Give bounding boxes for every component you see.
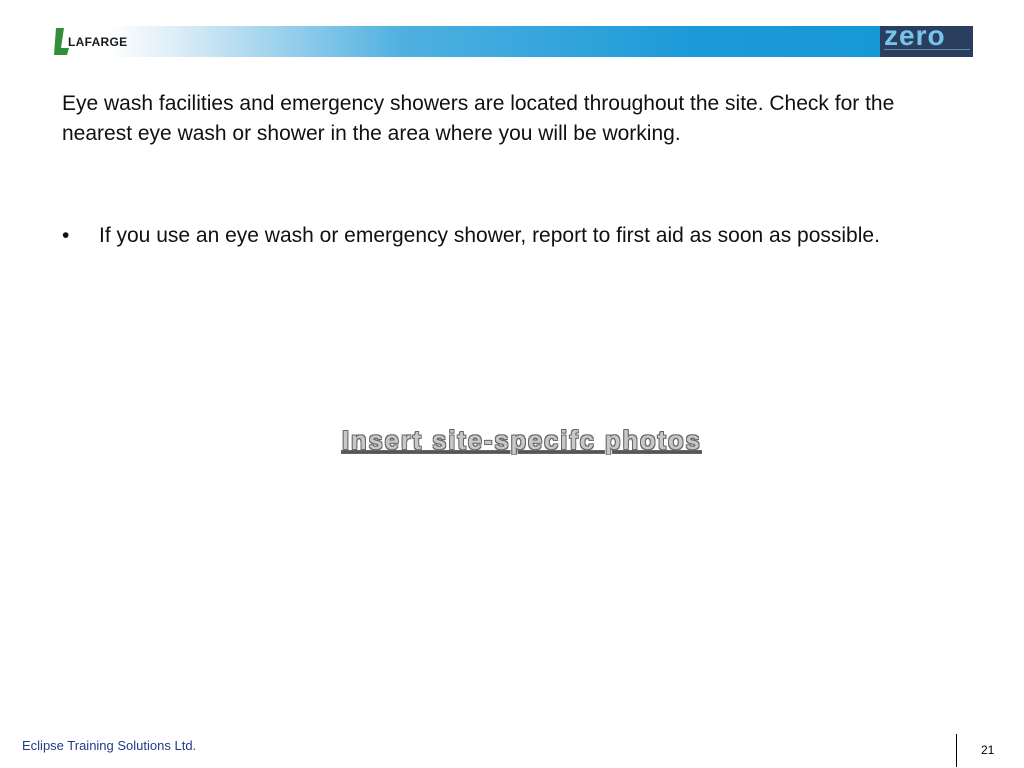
lafarge-logo xyxy=(53,26,163,57)
body-paragraph: Eye wash facilities and emergency showers are located throughout the site. Check for the nearest eye wash or shower in the area where you will be working. xyxy=(62,92,895,145)
footer-divider xyxy=(956,734,957,767)
footer-company: Eclipse Training Solutions Ltd. xyxy=(22,738,197,753)
zero-logo-text: zero xyxy=(884,26,946,51)
zero-logo xyxy=(880,26,973,57)
bullet-text: If you use an eye wash or emergency shower, report to first aid as soon as possible. xyxy=(99,224,880,247)
bullet-marker: • xyxy=(62,224,70,247)
lafarge-logo-text: LAFARGE xyxy=(68,35,128,49)
photo-placeholder-text: Insert site-specifc photos xyxy=(342,425,702,455)
header-bar xyxy=(53,26,973,57)
zero-logo-tagline-line xyxy=(884,49,970,52)
page-number: 21 xyxy=(981,743,995,757)
